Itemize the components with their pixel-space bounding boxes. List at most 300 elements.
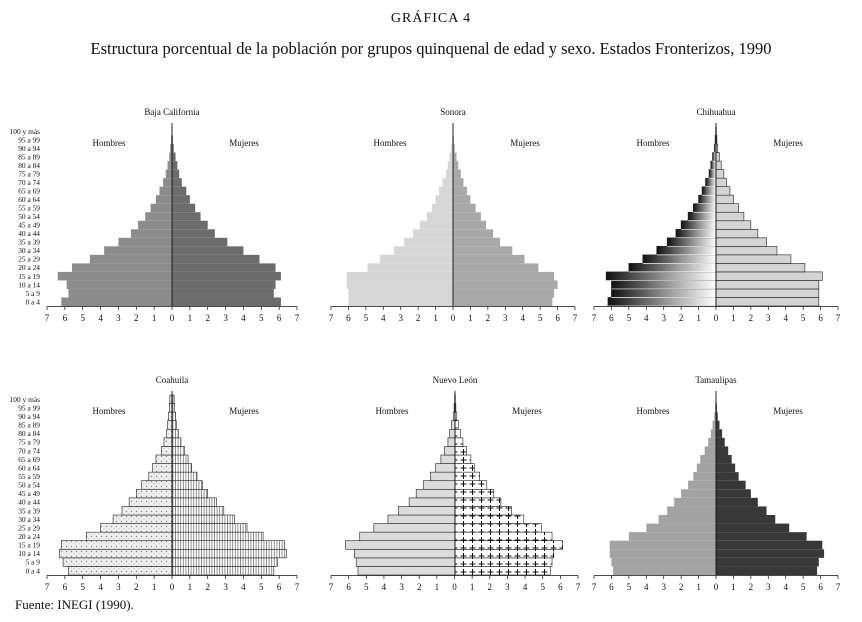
x-tick-label: 1 xyxy=(434,582,440,592)
age-label-75-a-79: 75 a 79 xyxy=(18,437,40,447)
bar-mujeres-25-a-29 xyxy=(453,255,524,264)
age-label-5-a-9: 5 a 9 xyxy=(25,288,40,298)
bar-hombres-85-a-89 xyxy=(451,421,455,430)
right-side-label: Mujeres xyxy=(229,406,259,416)
bar-hombres-35-a-39 xyxy=(118,238,172,247)
x-tick-label: 7 xyxy=(835,313,841,323)
age-label-45-a-49: 45 a 49 xyxy=(18,489,40,499)
bar-hombres-85-a-89 xyxy=(713,153,716,162)
bar-mujeres-45-a-49 xyxy=(172,221,208,230)
bar-mujeres-25-a-29 xyxy=(172,255,260,264)
bar-mujeres-70-a-74 xyxy=(716,446,728,455)
bar-hombres-65-a-69 xyxy=(702,187,716,196)
left-side-label: Hombres xyxy=(92,138,126,148)
x-tick-label: 1 xyxy=(696,582,701,592)
bar-hombres-10-a-14 xyxy=(347,280,453,289)
x-tick-label: 6 xyxy=(818,313,823,323)
age-label-55-a-59: 55 a 59 xyxy=(18,203,40,213)
age-label-50-a-54: 50 a 54 xyxy=(18,212,40,222)
bar-hombres-80-a-84 xyxy=(711,161,716,170)
x-tick-label: 7 xyxy=(575,582,581,592)
bar-hombres-15-a-19 xyxy=(610,541,716,550)
bar-mujeres-30-a-34 xyxy=(716,515,775,524)
x-tick-label: 7 xyxy=(294,313,300,323)
bar-hombres-60-a-64 xyxy=(697,464,716,473)
bar-mujeres-10-a-14 xyxy=(172,280,276,289)
bar-hombres-65-a-69 xyxy=(156,455,172,464)
bar-mujeres-60-a-64 xyxy=(172,464,192,473)
x-tick-label: 5 xyxy=(259,582,264,592)
bar-mujeres-0-a-4 xyxy=(716,566,817,575)
bar-hombres-5-a-9 xyxy=(68,289,172,298)
bar-hombres-50-a-54 xyxy=(142,481,172,490)
x-tick-label: 3 xyxy=(116,582,121,592)
x-tick-label: 4 xyxy=(98,582,103,592)
pyramid-coahuila xyxy=(10,375,300,592)
bar-hombres-40-a-44 xyxy=(409,498,455,507)
bar-hombres-75-a-79 xyxy=(709,170,716,179)
bar-hombres-35-a-39 xyxy=(404,238,453,247)
x-tick-label: 5 xyxy=(800,582,806,592)
chart-title: Tamaulipas xyxy=(695,375,737,385)
bar-hombres-25-a-29 xyxy=(374,524,455,533)
bar-mujeres-15-a-19 xyxy=(172,541,285,550)
bar-mujeres-45-a-49 xyxy=(716,221,751,230)
x-tick-label: 0 xyxy=(169,582,175,592)
bar-hombres-35-a-39 xyxy=(122,506,172,515)
bar-mujeres-15-a-19 xyxy=(453,272,554,281)
age-label-75-a-79: 75 a 79 xyxy=(18,169,40,179)
bar-mujeres-20-a-24 xyxy=(716,532,807,541)
bar-mujeres-40-a-44 xyxy=(455,498,501,507)
x-tick-label: 7 xyxy=(835,582,841,592)
bar-mujeres-35-a-39 xyxy=(716,506,767,515)
bar-hombres-75-a-79 xyxy=(708,438,716,447)
chart-title: Sonora xyxy=(440,107,466,117)
age-label-20-a-24: 20 a 24 xyxy=(18,532,40,542)
bar-hombres-5-a-9 xyxy=(611,558,716,567)
bar-mujeres-65-a-69 xyxy=(172,187,186,196)
bar-hombres-85-a-89 xyxy=(713,421,716,430)
x-tick-label: 1 xyxy=(696,313,701,323)
x-tick-label: 3 xyxy=(661,582,666,592)
x-tick-label: 3 xyxy=(398,313,403,323)
x-tick-label: 5 xyxy=(626,313,632,323)
bar-mujeres-60-a-64 xyxy=(455,464,474,473)
x-tick-label: 5 xyxy=(259,313,264,323)
bar-hombres-65-a-69 xyxy=(700,455,716,464)
age-label-10-a-14: 10 a 14 xyxy=(18,549,40,559)
bar-hombres-55-a-59 xyxy=(432,204,453,213)
x-tick-label: 4 xyxy=(241,582,246,592)
bar-hombres-80-a-84 xyxy=(450,429,455,438)
x-tick-label: 3 xyxy=(116,313,121,323)
bar-mujeres-10-a-14 xyxy=(455,549,554,558)
bar-hombres-30-a-34 xyxy=(113,515,172,524)
x-tick-label: 2 xyxy=(134,582,139,592)
bar-hombres-20-a-24 xyxy=(72,263,172,272)
bar-mujeres-20-a-24 xyxy=(455,532,552,541)
bar-hombres-35-a-39 xyxy=(667,506,716,515)
bar-hombres-50-a-54 xyxy=(145,212,172,221)
bar-hombres-55-a-59 xyxy=(149,472,172,481)
bar-hombres-30-a-34 xyxy=(657,246,716,255)
bar-mujeres-65-a-69 xyxy=(716,187,730,196)
age-label-95-a-99: 95 a 99 xyxy=(18,135,40,145)
x-tick-label: 3 xyxy=(766,313,771,323)
x-tick-label: 6 xyxy=(62,582,68,592)
x-tick-label: 4 xyxy=(644,313,649,323)
x-tick-label: 2 xyxy=(416,582,422,592)
bar-mujeres-80-a-84 xyxy=(172,161,177,170)
age-label-35-a-39: 35 a 39 xyxy=(18,506,40,516)
x-tick-label: 2 xyxy=(485,313,491,323)
bar-hombres-20-a-24 xyxy=(629,532,716,541)
figure-label: GRÁFICA 4 xyxy=(390,11,472,26)
bar-mujeres-65-a-69 xyxy=(453,187,467,196)
age-label-85-a-89: 85 a 89 xyxy=(18,152,40,162)
bar-mujeres-80-a-84 xyxy=(716,429,722,438)
bar-hombres-15-a-19 xyxy=(346,541,455,550)
bar-mujeres-80-a-84 xyxy=(453,161,458,170)
bar-mujeres-85-a-89 xyxy=(716,153,719,162)
x-tick-label: 0 xyxy=(450,313,456,323)
bar-hombres-5-a-9 xyxy=(63,558,172,567)
age-label-0-a-4: 0 a 4 xyxy=(25,297,40,307)
bar-hombres-60-a-64 xyxy=(152,464,172,473)
bar-mujeres-0-a-4 xyxy=(172,566,274,575)
bar-hombres-50-a-54 xyxy=(423,481,455,490)
bar-hombres-25-a-29 xyxy=(646,524,716,533)
age-label-65-a-69: 65 a 69 xyxy=(18,454,40,464)
age-label-5-a-9: 5 a 9 xyxy=(25,557,40,567)
bar-hombres-45-a-49 xyxy=(416,489,455,498)
x-tick-label: 4 xyxy=(644,582,649,592)
bar-hombres-40-a-44 xyxy=(131,229,172,238)
bar-mujeres-85-a-89 xyxy=(172,421,176,430)
bar-mujeres-55-a-59 xyxy=(455,472,480,481)
bar-hombres-10-a-14 xyxy=(611,280,716,289)
bar-hombres-30-a-34 xyxy=(388,515,455,524)
bar-hombres-60-a-64 xyxy=(436,195,453,204)
bar-mujeres-40-a-44 xyxy=(716,229,758,238)
bar-mujeres-90-a-94 xyxy=(172,412,176,421)
bar-mujeres-75-a-79 xyxy=(453,170,461,179)
bar-mujeres-35-a-39 xyxy=(172,238,227,247)
bar-mujeres-85-a-89 xyxy=(453,153,456,162)
bar-mujeres-80-a-84 xyxy=(172,429,178,438)
bar-mujeres-65-a-69 xyxy=(172,455,188,464)
bar-mujeres-5-a-9 xyxy=(455,558,552,567)
x-tick-label: 6 xyxy=(346,313,351,323)
bar-mujeres-85-a-89 xyxy=(172,153,176,162)
bar-hombres-65-a-69 xyxy=(441,455,455,464)
bar-hombres-55-a-59 xyxy=(693,472,716,481)
bar-mujeres-55-a-59 xyxy=(453,204,476,213)
age-label-70-a-74: 70 a 74 xyxy=(18,178,40,187)
age-label-100-y-mas: 100 y más xyxy=(9,394,40,404)
bar-hombres-10-a-14 xyxy=(354,549,455,558)
bar-mujeres-55-a-59 xyxy=(716,204,739,213)
bar-hombres-0-a-4 xyxy=(613,566,716,575)
bar-hombres-70-a-74 xyxy=(444,446,455,455)
bar-hombres-50-a-54 xyxy=(688,212,716,221)
bar-mujeres-45-a-49 xyxy=(455,489,494,498)
bar-mujeres-45-a-49 xyxy=(172,489,208,498)
x-tick-label: 2 xyxy=(134,313,139,323)
bar-mujeres-0-a-4 xyxy=(716,297,819,306)
age-label-25-a-29: 25 a 29 xyxy=(18,523,40,533)
bar-hombres-0-a-4 xyxy=(608,297,716,306)
age-label-35-a-39: 35 a 39 xyxy=(18,237,40,247)
bar-mujeres-5-a-9 xyxy=(716,289,819,298)
bar-hombres-55-a-59 xyxy=(430,472,455,481)
bar-hombres-20-a-24 xyxy=(86,532,172,541)
bar-mujeres-45-a-49 xyxy=(453,221,486,230)
age-label-55-a-59: 55 a 59 xyxy=(18,472,40,482)
bar-hombres-70-a-74 xyxy=(161,446,172,455)
bar-mujeres-40-a-44 xyxy=(453,229,493,238)
bar-mujeres-25-a-29 xyxy=(172,524,247,533)
x-tick-label: 1 xyxy=(468,313,473,323)
x-tick-label: 4 xyxy=(381,582,387,592)
bar-mujeres-75-a-79 xyxy=(716,170,724,179)
bar-mujeres-0-a-4 xyxy=(453,297,552,306)
bar-hombres-0-a-4 xyxy=(348,297,453,306)
bar-hombres-45-a-49 xyxy=(681,221,716,230)
x-tick-label: 5 xyxy=(540,582,545,592)
age-label-20-a-24: 20 a 24 xyxy=(18,263,40,273)
x-tick-label: 6 xyxy=(276,313,282,323)
bar-hombres-35-a-39 xyxy=(399,506,455,515)
left-side-label: Hombres xyxy=(92,406,126,416)
bar-hombres-40-a-44 xyxy=(676,229,716,238)
bar-mujeres-5-a-9 xyxy=(172,558,277,567)
bar-mujeres-70-a-74 xyxy=(455,446,466,455)
bar-hombres-50-a-54 xyxy=(688,481,716,490)
bar-hombres-10-a-14 xyxy=(67,280,172,289)
bar-mujeres-40-a-44 xyxy=(716,498,758,507)
bar-mujeres-20-a-24 xyxy=(453,263,538,272)
x-tick-label: 4 xyxy=(783,582,788,592)
bar-hombres-75-a-79 xyxy=(446,170,453,179)
bar-hombres-40-a-44 xyxy=(129,498,172,507)
x-tick-label: 5 xyxy=(537,313,543,323)
x-tick-label: 7 xyxy=(44,582,50,592)
bar-mujeres-50-a-54 xyxy=(453,212,481,221)
age-label-80-a-84: 80 a 84 xyxy=(18,160,40,170)
x-tick-label: 2 xyxy=(678,582,684,592)
bar-mujeres-15-a-19 xyxy=(172,272,281,281)
x-tick-label: 5 xyxy=(626,582,632,592)
bar-mujeres-50-a-54 xyxy=(455,481,487,490)
x-tick-label: 3 xyxy=(399,582,404,592)
bar-hombres-10-a-14 xyxy=(610,549,716,558)
bar-hombres-80-a-84 xyxy=(167,429,172,438)
chart-title: Baja California xyxy=(144,107,200,117)
bar-hombres-20-a-24 xyxy=(360,532,455,541)
bar-hombres-45-a-49 xyxy=(136,489,172,498)
bar-mujeres-15-a-19 xyxy=(716,272,822,281)
bar-hombres-65-a-69 xyxy=(439,187,453,196)
bar-hombres-15-a-19 xyxy=(61,541,172,550)
left-side-label: Hombres xyxy=(373,138,407,148)
x-tick-label: 1 xyxy=(187,582,193,592)
x-tick-label: 6 xyxy=(555,313,560,323)
bar-hombres-45-a-49 xyxy=(681,489,716,498)
bar-mujeres-25-a-29 xyxy=(716,524,789,533)
bar-mujeres-65-a-69 xyxy=(716,455,732,464)
bar-mujeres-10-a-14 xyxy=(453,280,558,289)
bar-mujeres-25-a-29 xyxy=(455,524,541,533)
x-tick-label: 3 xyxy=(223,313,228,323)
bar-mujeres-55-a-59 xyxy=(172,472,197,481)
bar-hombres-40-a-44 xyxy=(674,498,716,507)
bar-hombres-45-a-49 xyxy=(138,221,172,230)
age-label-90-a-94: 90 a 94 xyxy=(18,143,40,153)
bar-mujeres-10-a-14 xyxy=(716,280,819,289)
x-tick-label: 1 xyxy=(469,582,475,592)
bar-mujeres-30-a-34 xyxy=(172,246,243,255)
pyramid-baja-california xyxy=(10,107,300,323)
bar-mujeres-10-a-14 xyxy=(172,549,286,558)
bar-mujeres-30-a-34 xyxy=(172,515,235,524)
age-label-30-a-34: 30 a 34 xyxy=(18,246,40,256)
pyramid-chihuahua xyxy=(592,107,841,323)
bar-mujeres-75-a-79 xyxy=(172,170,179,179)
bar-hombres-45-a-49 xyxy=(420,221,453,230)
bar-mujeres-0-a-4 xyxy=(455,566,550,575)
x-tick-label: 4 xyxy=(241,313,246,323)
x-tick-label: 7 xyxy=(328,582,334,592)
bar-hombres-70-a-74 xyxy=(706,178,716,187)
bar-mujeres-0-a-4 xyxy=(172,297,281,306)
bar-hombres-70-a-74 xyxy=(163,178,172,187)
bar-hombres-15-a-19 xyxy=(606,272,716,281)
bar-hombres-5-a-9 xyxy=(611,289,716,298)
bar-hombres-80-a-84 xyxy=(448,161,453,170)
age-label-80-a-84: 80 a 84 xyxy=(18,429,40,439)
bar-hombres-70-a-74 xyxy=(705,446,716,455)
bar-hombres-65-a-69 xyxy=(160,187,173,196)
age-label-70-a-74: 70 a 74 xyxy=(18,446,40,456)
x-tick-label: 2 xyxy=(748,582,754,592)
x-tick-label: 0 xyxy=(169,313,175,323)
bar-mujeres-85-a-89 xyxy=(455,421,459,430)
chart-title: Chihuahua xyxy=(696,107,736,117)
x-tick-label: 1 xyxy=(151,313,157,323)
bar-mujeres-20-a-24 xyxy=(716,263,805,272)
x-tick-label: 2 xyxy=(678,313,684,323)
bar-mujeres-15-a-19 xyxy=(455,541,563,550)
right-side-label: Mujeres xyxy=(510,138,540,148)
chart-title: Coahuila xyxy=(155,375,189,385)
age-label-0-a-4: 0 a 4 xyxy=(25,566,40,576)
bar-mujeres-15-a-19 xyxy=(716,541,822,550)
x-tick-label: 5 xyxy=(800,313,806,323)
x-tick-label: 1 xyxy=(187,313,193,323)
x-tick-label: 6 xyxy=(609,313,614,323)
bar-mujeres-45-a-49 xyxy=(716,489,751,498)
bar-hombres-15-a-19 xyxy=(347,272,453,281)
bar-mujeres-55-a-59 xyxy=(172,204,195,213)
bar-hombres-25-a-29 xyxy=(101,524,172,533)
age-label-50-a-54: 50 a 54 xyxy=(18,480,40,490)
x-tick-label: 2 xyxy=(415,313,421,323)
age-label-60-a-64: 60 a 64 xyxy=(18,463,40,473)
x-tick-label: 7 xyxy=(591,582,597,592)
bar-mujeres-35-a-39 xyxy=(453,238,500,247)
bar-mujeres-60-a-64 xyxy=(453,195,470,204)
x-tick-label: 0 xyxy=(713,582,719,592)
bar-hombres-0-a-4 xyxy=(61,297,172,306)
bar-mujeres-75-a-79 xyxy=(172,438,181,447)
age-label-100-y-mas: 100 y más xyxy=(9,126,40,136)
bar-hombres-20-a-24 xyxy=(629,263,716,272)
x-tick-label: 1 xyxy=(433,313,438,323)
age-label-10-a-14: 10 a 14 xyxy=(18,280,40,290)
x-tick-label: 3 xyxy=(661,313,666,323)
right-side-label: Mujeres xyxy=(229,138,259,148)
bar-hombres-5-a-9 xyxy=(356,558,455,567)
bar-mujeres-50-a-54 xyxy=(172,481,202,490)
bar-hombres-70-a-74 xyxy=(443,178,453,187)
bar-hombres-85-a-89 xyxy=(450,153,453,162)
bar-mujeres-70-a-74 xyxy=(172,178,182,187)
x-tick-label: 6 xyxy=(818,582,823,592)
x-tick-label: 7 xyxy=(44,313,50,323)
bar-hombres-50-a-54 xyxy=(427,212,453,221)
age-label-15-a-19: 15 a 19 xyxy=(18,540,40,550)
x-tick-label: 7 xyxy=(572,313,578,323)
source-note: Fuente: INEGI (1990). xyxy=(15,597,134,612)
bar-hombres-75-a-79 xyxy=(164,438,172,447)
bar-mujeres-20-a-24 xyxy=(172,532,263,541)
age-label-65-a-69: 65 a 69 xyxy=(18,186,40,196)
bar-mujeres-70-a-74 xyxy=(453,178,463,187)
age-label-15-a-19: 15 a 19 xyxy=(18,271,40,281)
bar-hombres-55-a-59 xyxy=(693,204,716,213)
x-tick-label: 4 xyxy=(520,313,525,323)
bar-hombres-55-a-59 xyxy=(151,204,172,213)
age-label-30-a-34: 30 a 34 xyxy=(18,514,40,524)
bar-hombres-60-a-64 xyxy=(156,195,172,204)
left-side-label: Hombres xyxy=(636,138,670,148)
bar-mujeres-75-a-79 xyxy=(716,438,725,447)
bar-hombres-25-a-29 xyxy=(90,255,172,264)
x-tick-label: 4 xyxy=(522,582,528,592)
x-tick-label: 6 xyxy=(558,582,563,592)
bar-mujeres-70-a-74 xyxy=(172,446,185,455)
x-tick-label: 4 xyxy=(381,313,386,323)
bar-mujeres-50-a-54 xyxy=(172,212,201,221)
x-tick-label: 2 xyxy=(748,313,754,323)
bar-hombres-60-a-64 xyxy=(699,195,716,204)
bar-mujeres-30-a-34 xyxy=(716,246,777,255)
x-tick-label: 7 xyxy=(294,582,300,592)
bar-hombres-80-a-84 xyxy=(168,161,172,170)
x-tick-label: 5 xyxy=(80,582,85,592)
bar-hombres-75-a-79 xyxy=(166,170,172,179)
bar-hombres-10-a-14 xyxy=(60,549,173,558)
bar-mujeres-40-a-44 xyxy=(172,498,217,507)
bar-mujeres-55-a-59 xyxy=(716,472,739,481)
bar-mujeres-25-a-29 xyxy=(716,255,791,264)
bar-hombres-5-a-9 xyxy=(348,289,453,298)
bar-hombres-25-a-29 xyxy=(643,255,716,264)
figure-title: Estructura porcentual de la población por grupos quinquenal de edad y sexo. Estados Fronterizos, 1990 xyxy=(90,39,772,58)
bar-hombres-30-a-34 xyxy=(104,246,172,255)
